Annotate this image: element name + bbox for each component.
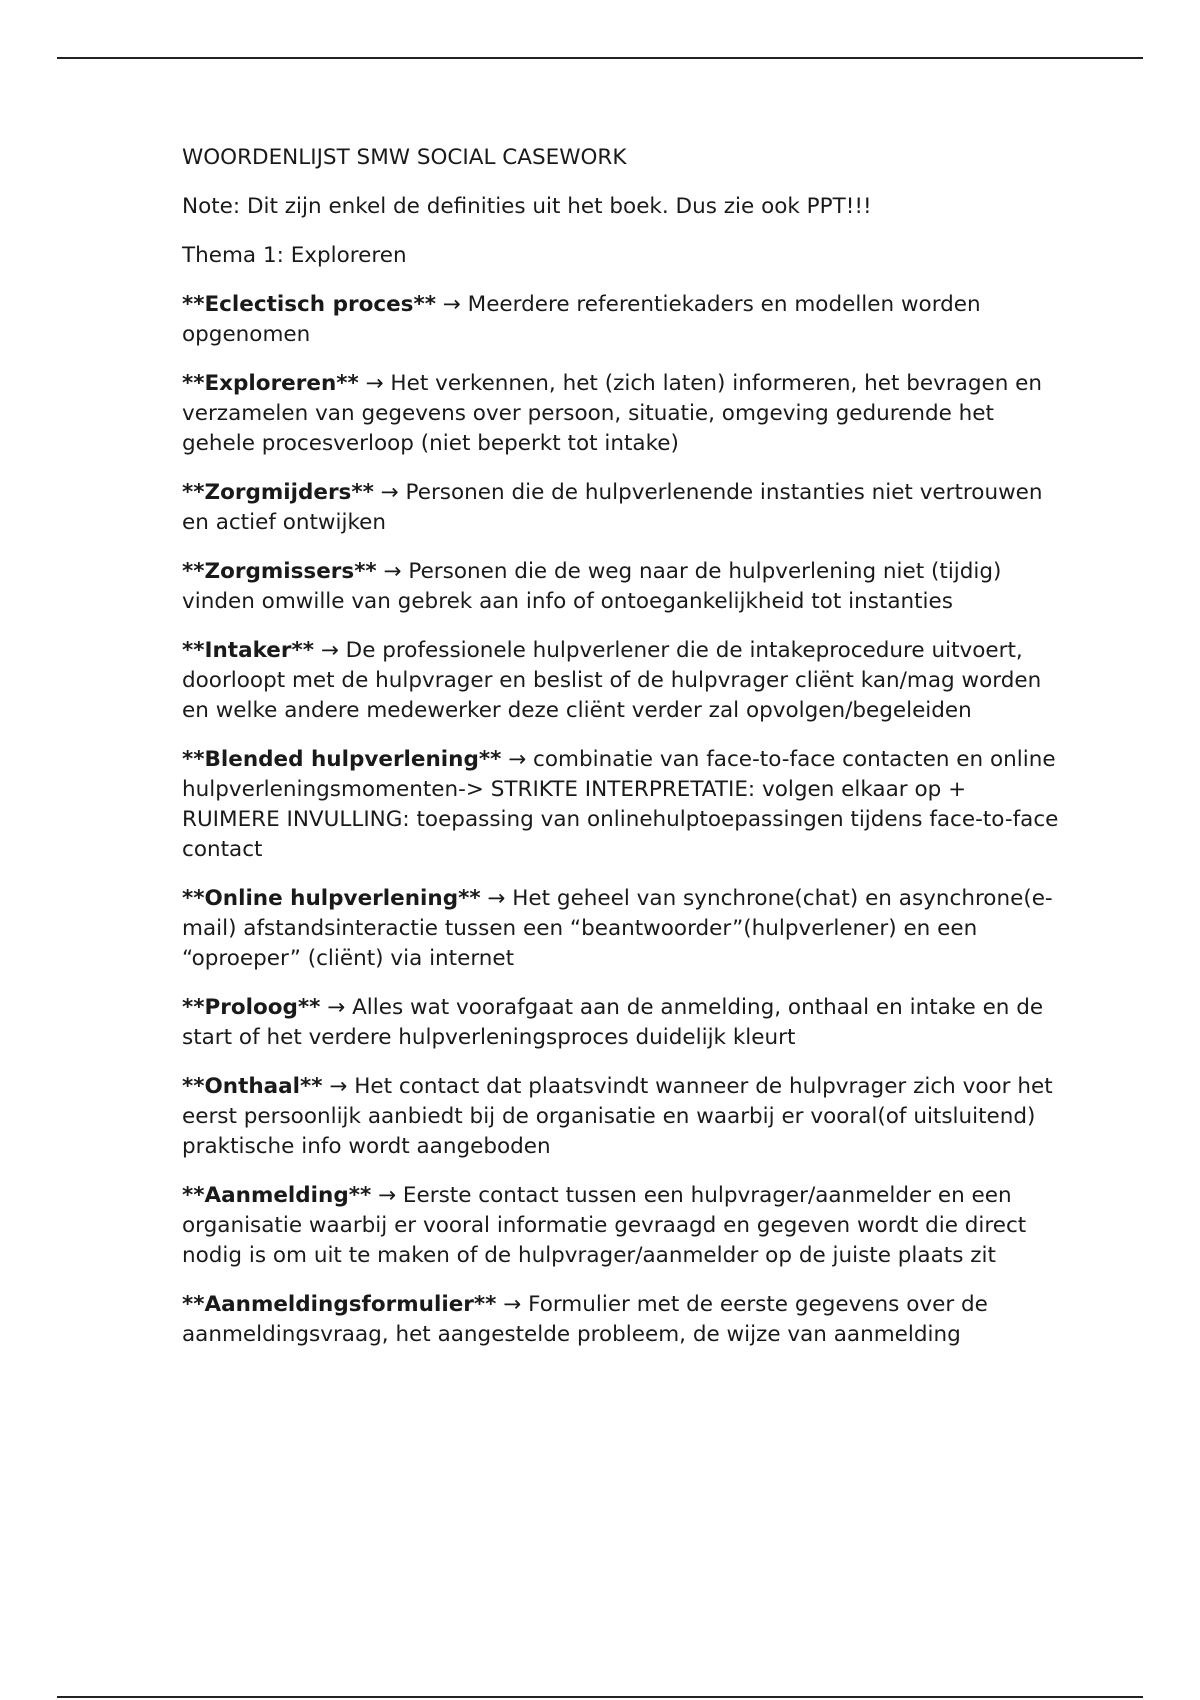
document-title: WOORDENLIJST SMW SOCIAL CASEWORK — [182, 145, 627, 170]
glossary-definition: → De professionele hulpverlener die de intakeprocedure uitvoert, doorloopt met de hulpvrager en beslist of de hulpvrager cliënt kan/mag worden en welke andere medewerker deze cliënt verder zal opvolgen/begeleiden — [182, 638, 1042, 723]
glossary-term: **Blended hulpverlening** — [182, 747, 502, 772]
top-rule — [57, 57, 1143, 59]
glossary-entry — [182, 1290, 1062, 1350]
glossary-entry — [182, 1072, 1062, 1162]
glossary-entry — [182, 369, 1062, 459]
glossary-definition: → Formulier met de eerste gegevens over de aanmeldingsvraag, het aangestelde probleem, de wijze van aanmelding — [182, 1292, 988, 1347]
glossary-entry — [182, 993, 1062, 1053]
glossary-entry — [182, 290, 1062, 350]
glossary-definition: → Het verkennen, het (zich laten) informeren, het bevragen en verzamelen van gegevens over persoon, situatie, omgeving gedurende het gehele procesverloop (niet beperkt tot intake) — [182, 371, 1043, 456]
document-body — [182, 143, 1062, 1369]
glossary-term: **Exploreren** — [182, 371, 359, 396]
glossary-entry — [182, 478, 1062, 538]
section-heading: Thema 1: Exploreren — [182, 243, 407, 268]
bottom-rule — [57, 1696, 1143, 1698]
glossary-term: **Aanmelding** — [182, 1183, 372, 1208]
glossary-term: **Onthaal** — [182, 1074, 323, 1099]
document-note: Note: Dit zijn enkel de definities uit het boek. Dus zie ook PPT!!! — [182, 194, 872, 219]
glossary-entry — [182, 745, 1062, 865]
glossary-entry — [182, 884, 1062, 974]
glossary-entry — [182, 557, 1062, 617]
glossary-term: **Online hulpverlening** — [182, 886, 481, 911]
glossary-definition: → Meerdere referentiekaders en modellen worden opgenomen — [182, 292, 981, 347]
glossary-definition: → Het geheel van synchrone(chat) en asynchrone(e-mail) afstandsinteractie tussen een “beantwoorder”(hulpverlener) en een “oproeper” (cliënt) via internet — [182, 886, 1053, 971]
glossary-definition: → Het contact dat plaatsvindt wanneer de hulpvrager zich voor het eerst persoonlijk aanbiedt bij de organisatie en waarbij er vooral(of uitsluitend) praktische info wordt aangeboden — [182, 1074, 1053, 1159]
glossary-definition: → Eerste contact tussen een hulpvrager/aanmelder en een organisatie waarbij er vooral informatie gevraagd en gegeven wordt die direct nodig is om uit te maken of de hulpvrager/aanmelder op de juiste plaats zit — [182, 1183, 1027, 1268]
glossary-definition: → combinatie van face-to-face contacten en online hulpverleningsmomenten-> STRIKTE INTERPRETATIE: volgen elkaar op + RUIMERE INVULLING: toepassing van onlinehulptoepassingen tijdens face-to-face contact — [182, 747, 1059, 862]
glossary-entry — [182, 636, 1062, 726]
glossary-term: **Zorgmissers** — [182, 559, 377, 584]
glossary-term: **Intaker** — [182, 638, 314, 663]
glossary-term: **Aanmeldingsformulier** — [182, 1292, 497, 1317]
glossary-term: **Proloog** — [182, 995, 321, 1020]
glossary-term: **Eclectisch proces** — [182, 292, 436, 317]
glossary-definition: → Personen die de weg naar de hulpverlening niet (tijdig) vinden omwille van gebrek aan info of ontoegankelijkheid tot instanties — [182, 559, 1002, 614]
glossary-definition: → Alles wat voorafgaat aan de anmelding, onthaal en intake en de start of het verdere hulpverleningsproces duidelijk kleurt — [182, 995, 1044, 1050]
glossary-definition: → Personen die de hulpverlenende instanties niet vertrouwen en actief ontwijken — [182, 480, 1043, 535]
glossary-term: **Zorgmijders** — [182, 480, 374, 505]
glossary-entry — [182, 1181, 1062, 1271]
